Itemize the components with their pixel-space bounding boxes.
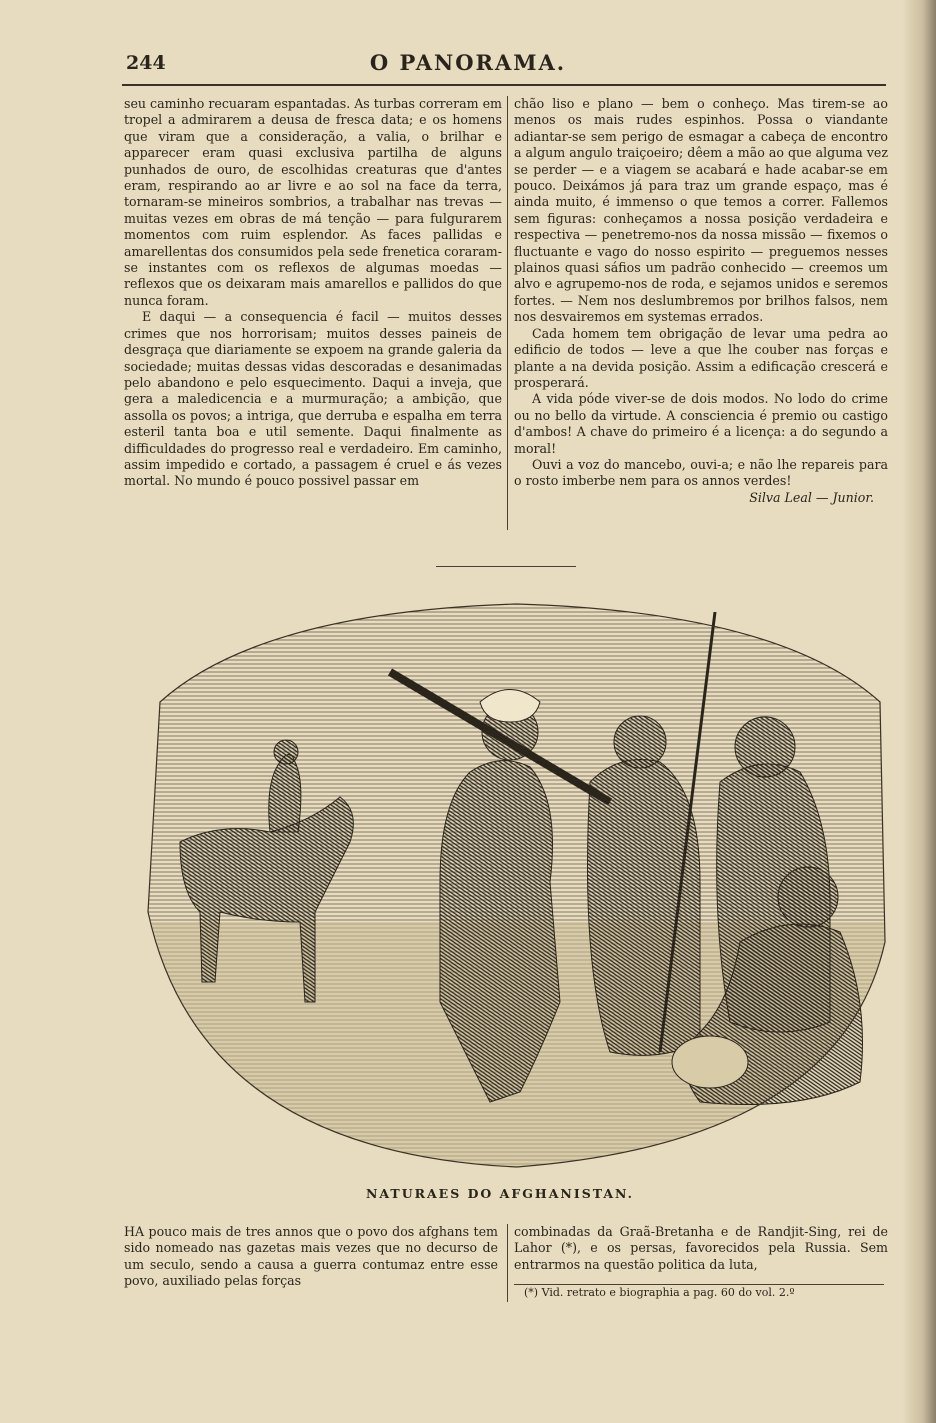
paragraph: chão liso e plano — bem o conheço. Mas tirem-se ao menos os mais rudes espinhos. Possa o viandante adiantar-se sem perigo de esmagar a cabeça de encontro a algum angulo traiçoeiro; dêem a mão ao que alguma vez se perder — e a viagem se acabará e hade acabar-se em pouco. Deixámos já para traz um grande espaço, mas é ainda muito, é immenso o que temos a correr. Fallemos sem figuras: conheçamos a nossa posição verdadeira e respectiva — penetremo-nos da nossa missão — fixemos o fluctuante e vago do nosso espirito — preguemos nesses plainos quasi sáfios um padrão conhecido — creemos um alvo e agrupemo-nos de roda, e sejamos unidos e seremos fortes. — Nem nos deslumbremos por brilhos falsos, nem nos desvairemos em systemas errados.	[514, 96, 888, 325]
engraving-illustration	[140, 582, 894, 1172]
page-number: 244	[126, 52, 166, 74]
footnote: (*) Vid. retrato e biographia a pag. 60 do vol. 2.º	[524, 1286, 795, 1299]
paragraph: E daqui — a consequencia é facil — muitos desses crimes que nos horrorisam; muitos desses paineis de desgraça que diariamente se expoem na grande galeria da sociedade; muitas dessas vidas descoradas e desanimadas pelo abandono e pelo esquecimento. Daqui a inveja, que gera a maledicencia e a murmuração; a ambição, que assolla os povos; a intriga, que derruba e espalha em terra esteril tanta boa e util semente. Daqui finalmente as difficuldades do progresso real e verdadeiro. Em caminho, assim impedido e cortado, a passagem é cruel e ás vezes mortal. No mundo é pouco possivel passar em	[124, 309, 502, 489]
page-edge-shadow	[902, 0, 936, 1423]
section-separator	[436, 566, 576, 567]
author-signature: Silva Leal — Junior.	[749, 489, 874, 505]
second-article-right-column: combinadas da Graã-Bretanha e de Randjit-Sing, rei de Lahor (*), e os persas, favorecidos pela Russia. Sem entrarmos na questão politica da luta,	[514, 1224, 888, 1272]
column-divider	[507, 96, 508, 530]
article-right-column	[514, 96, 888, 506]
column-divider	[507, 1224, 508, 1302]
second-article-left-column: HA pouco mais de tres annos que o povo dos afghans tem sido nomeado nas gazetas mais vezes que no decurso de um seculo, sendo a causa a guerra contumaz entre esse povo, auxiliado pelas forças	[124, 1224, 498, 1289]
paragraph: Cada homem tem obrigação de levar uma pedra ao edificio de todos — leve a que lhe couber nas forças e plante a na devida posição. Assim a edificação crescerá e prosperará.	[514, 325, 888, 390]
illustration-caption: NATURAES DO AFGHANISTAN.	[365, 1186, 635, 1201]
footnote-rule	[514, 1284, 884, 1285]
paragraph: A vida póde viver-se de dois modos. No lodo do crime ou no bello da virtude. A consciencia é premio ou castigo d'ambos! A chave do primeiro é a licença: a do segundo a moral!	[514, 391, 888, 456]
article-left-column	[124, 96, 502, 490]
paragraph: seu caminho recuaram espantadas. As turbas correram em tropel a admirarem a deusa de fresca data; e os homens que viram que a consideração, a valia, o brilhar e apparecer eram quasi exclusiva partilha de alguns punhados de ouro, de escolhidas creaturas que d'antes eram, respirando ao ar livre e ao sol na face da terra, tornaram-se mineiros sombrios, a trabalhar nas trevas — muitas vezes em obras de má tenção — para fulgurarem momentos com ruim esplendor. As faces pallidas e amarellentas dos consumidos pela sede frenetica coraram-se instantes com os reflexos de algumas moedas — reflexos que os deixaram mais amarellos e pallidos do que nunca foram.	[124, 96, 502, 308]
header-rule	[122, 84, 886, 86]
paragraph: Ouvi a voz do mancebo, ouvi-a; e não lhe repareis para o rosto imberbe nem para os annos verdes!	[514, 456, 888, 489]
running-title: O PANORAMA.	[369, 50, 567, 75]
